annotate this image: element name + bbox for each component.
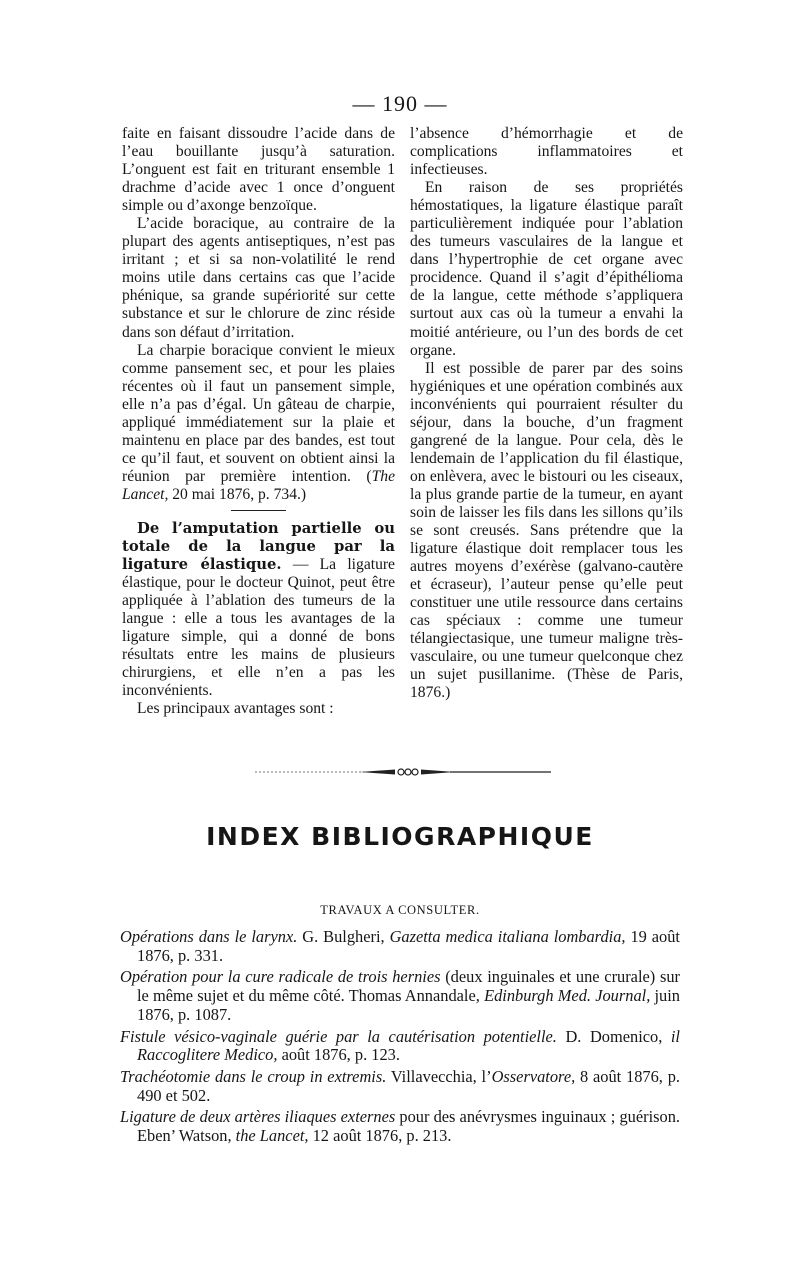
entry-details: 12 août 1876, p. 213. <box>308 1126 452 1146</box>
paragraph: L’acide boracique, au contraire de la plupart des agents antiseptiques, n’est pas irritant ; et si sa non-volatilité le rend moins utile dans certains cas que l’acide phénique, sa grande supériorité sur cette substance et sur le chlorure de zinc réside dans son défaut d’irritation. <box>122 215 395 341</box>
entry-title: Fistule vésico-vaginale guérie par la cautérisation potentielle. <box>120 1026 557 1046</box>
paragraph-text: La charpie boracique convient le mieux comme pansement sec, et pour les plaies récentes où il faut un pansement simple, elle n’a pas d’égal. Un gâteau de charpie, appliqué immédiatement sur la plaie et maintenu en place par des bandes, est tout ce qu’il faut, et souvent on obtient ainsi la réunion par première intention. ( <box>122 341 395 485</box>
right-column <box>410 125 683 703</box>
entry-details: juin 1876, p. 1087. <box>137 986 681 1024</box>
entry-details: août 1876, p. 123. <box>277 1045 400 1065</box>
paragraph: Il est possible de parer par des soins hygiéniques et une opération combinés aux inconvénients qui pourraient résulter du séjour, dans la bouche, d’un fragment gangrené de la langue. Pour cela, dès le lendemain de l’application du fil élastique, on enlèvera, avec le bistouri ou les ciseaux, la plus grande partie de la tumeur, en ayant soin de laisser les fils dans les sillons qu’ils se sont creusés. Sans prétendre que la ligature élastique doit remplacer tous les autres moyens d’exérèse (galvano-cautère et écraseur), l’auteur pense qu’elle peut constituer une utile ressource dans certains cas spéciaux : comme une tumeur télangiectasique, une tumeur maligne très-vasculaire, ou une tumeur quelconque chez un sujet pusillanime. (Thèse de Paris, 1876.) <box>410 359 683 702</box>
bibliography-entry <box>120 1108 680 1145</box>
entry-source: il Raccoglitere Medico, <box>137 1026 680 1065</box>
paragraph: Les principaux avantages sont : <box>137 700 334 718</box>
section-heading: De l’amputation partielle ou totale de la langue par la ligature élastique. <box>122 519 395 574</box>
entry-title: Opérations dans le larynx. <box>120 927 298 946</box>
paragraph: l’absence d’hémorrhagie et de complications inflammatoires et infectieuses. <box>410 125 683 179</box>
entry-title: Ligature de deux artères iliaques externes <box>120 1107 396 1127</box>
entry-title: Opération pour la cure radicale de trois hernies <box>120 967 441 987</box>
bibliography-list <box>120 928 680 1149</box>
citation-journal: The Lancet, <box>122 467 395 503</box>
entry-text: G. Bulgheri, <box>297 927 390 946</box>
entry-details: 19 août 1876, p. 331. <box>137 927 680 965</box>
paragraph <box>122 520 395 700</box>
citation-details: 20 mai 1876, p. 734.) <box>168 485 307 503</box>
bibliography-entry <box>120 968 680 1024</box>
entry-text: D. Domenico, <box>556 1026 671 1046</box>
divider <box>231 510 286 511</box>
entry-source: Gazetta medica italiana lombardia, <box>389 927 626 946</box>
page-number: — 190 — <box>352 91 448 116</box>
bibliography-entry <box>120 1068 680 1105</box>
entry-text: Villavecchia, l’ <box>386 1066 492 1086</box>
entry-text: pour des anévrysmes inguinaux ; guérison. Eben’ Watson, <box>137 1107 680 1146</box>
entry-source: Edinburgh Med. Journal, <box>484 986 651 1006</box>
paragraph: faite en faisant dissoudre l’acide dans de l’eau bouillante jusqu’à saturation. L’onguent est fait en triturant ensemble 1 drachme d’acide avec 1 once d’onguent simple ou d’axonge benzoïque. <box>122 125 395 215</box>
index-subtitle: TRAVAUX A CONSULTER. <box>320 903 480 917</box>
entry-text: (deux inguinales et une crurale) sur le même sujet et du même côté. Thomas Annandale, <box>137 967 680 1006</box>
paragraph: En raison de ses propriétés hémostatiques, la ligature élastique paraît particulièrement indiquée pour l’ablation des tumeurs vasculaires de la langue et dans l’hypertrophie de cet organe avec procidence. Quand il s’agit d’épithélioma de la langue, cette méthode s’appliquera surtout aux cas où la tumeur a envahi la moitié antérieure, ou l’un des bords de cet organe. <box>410 179 683 359</box>
entry-title: Trachéotomie dans le croup in extremis. <box>120 1066 387 1086</box>
paragraph <box>122 342 395 504</box>
entry-details: 8 août 1876, p. 490 et 502. <box>137 1066 680 1105</box>
index-title: INDEX BIBLIOGRAPHIQUE <box>206 822 594 851</box>
left-column <box>122 125 395 719</box>
entry-source: the Lancet, <box>235 1126 309 1146</box>
ornament-divider <box>255 766 551 778</box>
paragraph-text: — La ligature élastique, pour le docteur Quinot, peut être appliquée à l’ablation des tumeurs de la langue : elle a tous les avantages de la ligature simple, qui a donné de bons résultats entre les mains de plusieurs chirurgiens, et elle n’en a pas les inconvénients. <box>122 556 395 700</box>
bibliography-entry <box>120 928 680 965</box>
bibliography-entry <box>120 1028 680 1065</box>
entry-source: Osservatore, <box>491 1066 576 1086</box>
